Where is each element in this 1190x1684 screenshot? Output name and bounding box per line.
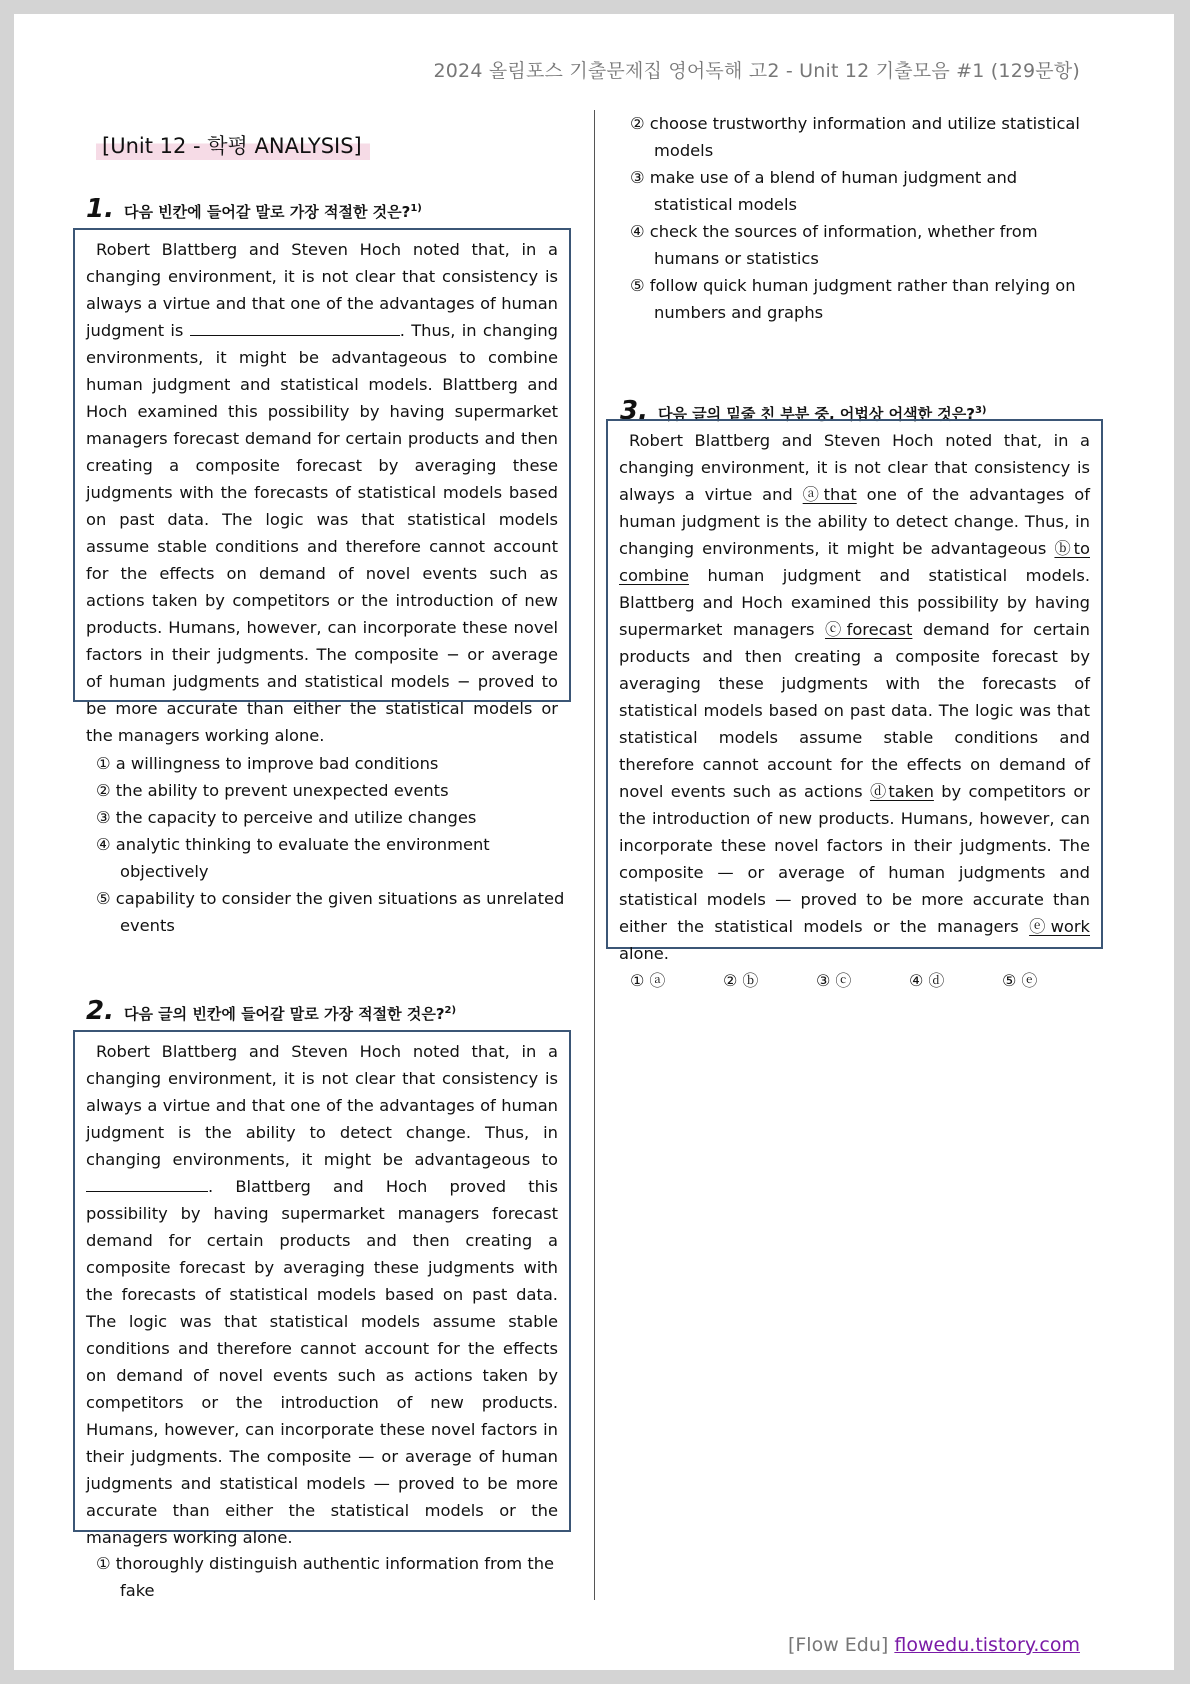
option-1[interactable]: ① a willingness to improve bad conditions xyxy=(96,754,439,773)
option-4[interactable]: ④ ⓓ xyxy=(909,971,945,990)
footnote-mark: 2) xyxy=(444,1005,457,1016)
footer-brand: [Flow Edu] xyxy=(787,1634,889,1656)
question-1-passage xyxy=(73,228,571,745)
answer-blank xyxy=(190,321,400,336)
footnote-mark: 1) xyxy=(410,203,422,214)
passage-text: . Thus, in changing environments, it might be advantageous to combine human judgment and statistical models. Blattberg and Hoch examined this possibility by having supermarket managers forecast demand for certain products and then creating a composite forecast by averaging these judgments with the forecasts of statistical models based on past data. The logic was that statistical models assume stable conditions and therefore cannot account for the effects on demand of novel events such as actions taken by competitors or the introduction of new products. Humans, however, can incorporate these novel factors in their judgments. The composite − or average of human judgments and statistical models − proved to be more accurate than either the statistical models or the managers working alone. xyxy=(86,321,558,745)
passage-text: human judgment and statistical models. Blattberg and Hoch examined this possibility by having supermarket managers xyxy=(619,566,1090,639)
passage-text: Robert Blattberg and Steven Hoch noted that, in a changing environment, it is not clear that consistency is always a virtue and that one of the advantages of human judgment is the ability to detect change. Thus, in changing environments, it might be advantageous to xyxy=(86,1042,558,1169)
question-3-passage xyxy=(606,419,1103,963)
passage-text: . Blattberg and Hoch proved this possibility by having supermarket managers forecast demand for certain products and then creating a composite forecast by averaging these judgments with the forecasts of statistical models based on past data. The logic was that statistical models assume stable conditions and therefore cannot account for the effects on demand of novel events such as actions taken by competitors or the introduction of new products. Humans, however, can incorporate these novel factors in their judgments. The composite — or average of human judgments and statistical models — proved to be more accurate than either the statistical models or the managers working alone. xyxy=(86,1177,558,1547)
passage-text: one of the advantages of human judgment is the ability to detect change. Thus, in changing environments, it might be advantageous xyxy=(619,485,1090,558)
prompt-text: 다음 빈칸에 들어갈 말로 가장 적절한 것은? xyxy=(123,203,411,221)
option-1[interactable]: ① thoroughly distinguish authentic information from the fake xyxy=(96,1554,555,1600)
option-2[interactable]: ② the ability to prevent unexpected events xyxy=(96,781,449,800)
option-5[interactable]: ⑤ follow quick human judgment rather than relying on numbers and graphs xyxy=(630,276,1076,322)
question-1-heading xyxy=(86,194,422,224)
question-2-heading xyxy=(86,996,456,1026)
question-2-passage xyxy=(73,1030,571,1547)
question-number: 3. xyxy=(620,396,648,426)
option-3[interactable]: ③ ⓒ xyxy=(816,971,852,990)
option-2[interactable]: ② ⓑ xyxy=(723,971,759,990)
page-header: 2024 올림포스 기출문제집 영어독해 고2 - Unit 12 기출모음 #1 (129문항) xyxy=(433,60,1080,82)
question-3-options xyxy=(630,968,1095,991)
passage-text: alone. xyxy=(619,944,669,963)
answer-blank xyxy=(86,1177,208,1192)
underlined-d: ⓓtaken xyxy=(869,782,934,801)
passage-text: demand for certain products and then creating a composite forecast by averaging these judgments with the forecasts of statistical models based on past data. The logic was that statistical models assume stable conditions and therefore cannot account for the effects on demand of novel events such as actions xyxy=(619,620,1090,801)
prompt-text: 다음 글의 빈칸에 들어갈 말로 가장 적절한 것은? xyxy=(123,1005,445,1023)
question-number: 2. xyxy=(86,996,114,1026)
option-3[interactable]: ③ the capacity to perceive and utilize changes xyxy=(96,808,477,827)
underlined-a: ⓐthat xyxy=(802,485,857,504)
question-prompt xyxy=(124,1003,456,1024)
footer-link[interactable]: flowedu.tistory.com xyxy=(894,1634,1080,1656)
underlined-c: ⓒforecast xyxy=(824,620,913,639)
page-footer xyxy=(788,1634,1080,1656)
question-prompt xyxy=(124,201,422,222)
unit-title: [Unit 12 - 학평 ANALYSIS] xyxy=(96,130,370,160)
option-5[interactable]: ⑤ ⓔ xyxy=(1002,971,1038,990)
underlined-b: ⓑto combine xyxy=(619,539,1090,585)
question-2-options-b xyxy=(630,110,1100,326)
question-1-options xyxy=(96,750,566,939)
footnote-mark: 3) xyxy=(974,405,987,416)
question-number: 1. xyxy=(86,194,114,224)
passage-text: by competitors or the introduction of new products. Humans, however, can incorporate these novel factors in their judgments. The composite — or average of human judgments and statistical models — proved to be more accurate than either the statistical models or the managers xyxy=(619,782,1090,936)
option-1[interactable]: ① ⓐ xyxy=(630,971,666,990)
column-divider xyxy=(594,110,595,1600)
option-5[interactable]: ⑤ capability to consider the given situations as unrelated events xyxy=(96,889,565,935)
passage-text: Robert Blattberg and Steven Hoch noted that, in a changing environment, it is not clear that consistency is always a virtue and that one of the advantages of human judgment is xyxy=(86,240,558,340)
passage-text: Robert Blattberg and Steven Hoch noted that, in a changing environment, it is not clear that consistency is always a virtue and xyxy=(619,431,1090,504)
page xyxy=(14,14,1174,1670)
option-3[interactable]: ③ make use of a blend of human judgment and statistical models xyxy=(630,168,1018,214)
question-2-options-a xyxy=(96,1550,566,1604)
option-2[interactable]: ② choose trustworthy information and utilize statistical models xyxy=(630,114,1080,160)
prompt-text: 다음 글의 밑줄 친 부분 중, 어법상 어색한 것은? xyxy=(657,405,975,423)
underlined-e: ⓔwork xyxy=(1029,917,1090,936)
option-4[interactable]: ④ check the sources of information, whether from humans or statistics xyxy=(630,222,1038,268)
option-4[interactable]: ④ analytic thinking to evaluate the environment objectively xyxy=(96,835,490,881)
